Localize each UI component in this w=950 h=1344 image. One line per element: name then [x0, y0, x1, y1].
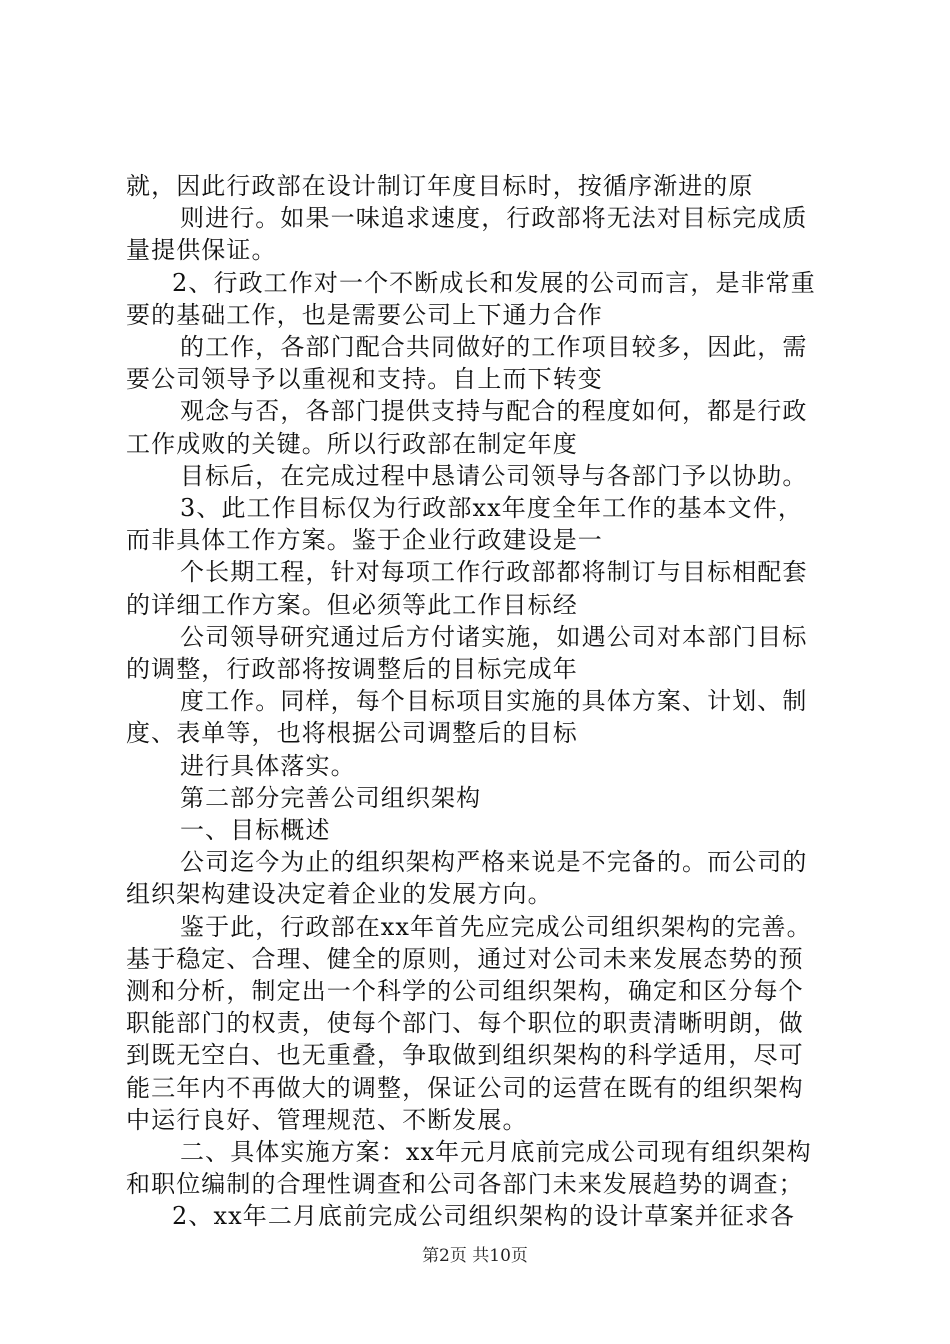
text-line: 工作成败的关键。所以行政部在制定年度: [126, 429, 578, 458]
text-line: 到既无空白、也无重叠，争取做到组织架构的科学适用，尽可: [126, 1041, 804, 1070]
text-line: 组织架构建设决定着企业的发展方向。: [126, 880, 553, 909]
text-line: 的调整，行政部将按调整后的目标完成年: [126, 655, 578, 683]
text-line: 要的基础工作，也是需要公司上下通力合作: [126, 300, 603, 329]
text-line: 度工作。同样，每个目标项目实施的具体方案、计划、制: [180, 687, 808, 716]
text-line: 二、具体实施方案：xx年元月底前完成公司现有组织架构: [180, 1138, 812, 1166]
text-line: 要公司领导予以重视和支持。自上而下转变: [126, 365, 603, 394]
text-line: 基于稳定、合理、健全的原则，通过对公司未来发展态势的预: [126, 944, 804, 973]
subsection-heading: 一、目标概述: [180, 816, 331, 844]
text-line: 测和分析，制定出一个科学的公司组织架构，确定和区分每个: [126, 977, 804, 1005]
text-line: 公司迄今为止的组织架构严格来说是不完备的。而公司的: [180, 848, 808, 877]
text-line: 和职位编制的合理性调查和公司各部门未来发展趋势的调查；: [126, 1170, 804, 1199]
text-line: 量提供保证。: [126, 236, 277, 265]
text-line: 2、xx年二月底前完成公司组织架构的设计草案并征求各: [172, 1202, 795, 1231]
text-line: 观念与否，各部门提供支持与配合的程度如何，都是行政: [180, 397, 808, 426]
text-line: 的工作，各部门配合共同做好的工作项目较多，因此，需: [180, 333, 808, 361]
text-line: 进行具体落实。: [180, 751, 356, 780]
text-line: 中运行良好、管理规范、不断发展。: [126, 1105, 528, 1134]
section-heading: 第二部分完善公司组织架构: [180, 783, 482, 812]
text-line: 鉴于此，行政部在xx年首先应完成公司组织架构的完善。: [180, 912, 812, 941]
text-line: 2、行政工作对一个不断成长和发展的公司而言，是非常重: [172, 268, 816, 297]
text-line: 职能部门的权责，使每个部门、每个职位的职责清晰明朗，做: [126, 1009, 804, 1038]
text-line: 目标后，在完成过程中恳请公司领导与各部门予以协助。: [180, 461, 808, 490]
text-line: 度、表单等，也将根据公司调整后的目标: [126, 719, 578, 748]
page-footer: 第2页 共10页: [422, 1246, 528, 1266]
text-line: 个长期工程，针对每项工作行政部都将制订与目标相配套: [180, 558, 808, 587]
text-line: 能三年内不再做大的调整，保证公司的运营在既有的组织架构: [126, 1073, 804, 1102]
text-line: 公司领导研究通过后方付诸实施，如遇公司对本部门目标: [180, 622, 808, 651]
text-line: 的详细工作方案。但必须等此工作目标经: [126, 590, 578, 619]
text-line: 3、此工作目标仅为行政部xx年度全年工作的基本文件，: [180, 494, 803, 522]
text-line: 而非具体工作方案。鉴于企业行政建设是一: [126, 526, 603, 555]
text-line: 就，因此行政部在设计制订年度目标时，按循序渐进的原: [126, 172, 754, 200]
text-line: 则进行。如果一味追求速度，行政部将无法对目标完成质: [180, 204, 808, 233]
